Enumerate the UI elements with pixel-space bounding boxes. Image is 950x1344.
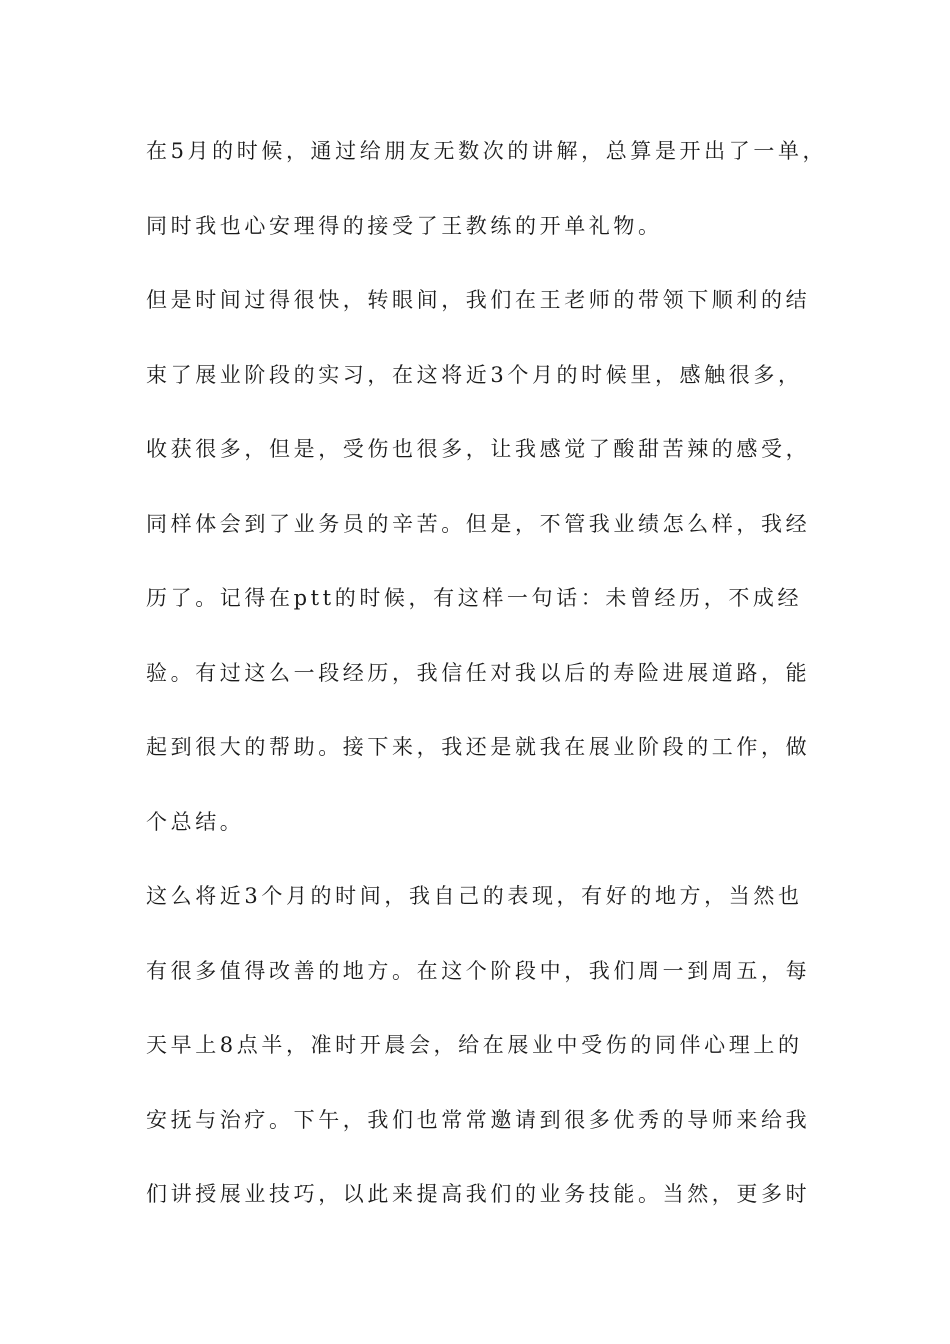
text-line: 天早上8点半，准时开晨会，给在展业中受伤的同伴心理上的 <box>146 1033 803 1057</box>
text-line: 起到很大的帮助。接下来，我还是就我在展业阶段的工作，做 <box>146 735 811 759</box>
text-line: 安抚与治疗。下午，我们也常常邀请到很多优秀的导师来给我 <box>146 1107 811 1132</box>
text-line: 束了展业阶段的实习，在这将近3个月的时候里，感触很多， <box>146 362 803 387</box>
text-line: 验。有过这么一段经历，我信任对我以后的寿险进展道路，能 <box>146 660 811 685</box>
body-text <box>146 128 826 1246</box>
text-line: 这么将近3个月的时间，我自己的表现，有好的地方，当然也 <box>146 884 803 908</box>
text-line: 个总结。 <box>146 809 245 834</box>
text-line: 在5月的时候，通过给朋友无数次的讲解，总算是开出了一单， <box>146 139 828 163</box>
text-line: 收获很多，但是，受伤也很多，让我感觉了酸甜苦辣的感受， <box>146 437 811 461</box>
text-line: 同时我也心安理得的接受了王教练的开单礼物。 <box>146 213 663 238</box>
text-line: 但是时间过得很快，转眼间，我们在王老师的带领下顺利的结 <box>146 288 811 312</box>
text-line: 同样体会到了业务员的辛苦。但是，不管我业绩怎么样，我经 <box>146 511 811 536</box>
text-line: 有很多值得改善的地方。在这个阶段中，我们周一到周五，每 <box>146 958 811 983</box>
text-line: 历了。记得在ptt的时候，有这样一句话：未曾经历，不成经 <box>146 586 803 610</box>
text-line: 们讲授展业技巧，以此来提高我们的业务技能。当然，更多时 <box>146 1182 811 1206</box>
